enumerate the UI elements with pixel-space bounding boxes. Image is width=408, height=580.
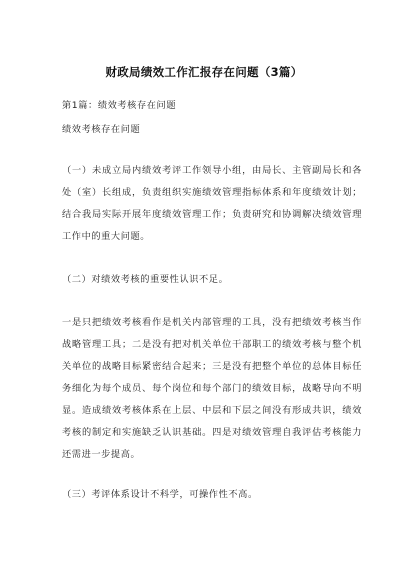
paragraph-1: （一）未成立局内绩效考评工作领导小组，由局长、主管副局长和各处（室）长组成，负责组织实施绩效管理指标体系和年度绩效计划；结合我局实际开展年度绩效管理工作；负责研究和协调解决绩效管理工作中的重大问题。: [62, 165, 362, 242]
paragraph-3: 一是只把绩效考核看作是机关内部管理的工具，没有把绩效考核当作战略管理工具；二是没有把对机关单位干部职工的绩效考核与整个机关单位的战略目标紧密结合起来；三是没有把整个单位的总体目标任务细化为每个成员、每个岗位和每个部门的绩效目标，战略导向不明显。造成绩效考核体系在上层、中层和下层之间没有形成共识，绩效考核的制定和实施缺乏认识基础。四是对绩效管理自我评估考核能力还需进一步提高。: [62, 317, 362, 460]
paragraph-2: （二）对绩效考核的重要性认识不足。: [62, 274, 229, 285]
document-subtitle: 绩效考核存在问题: [62, 124, 141, 135]
paragraph-4: （三）考评体系设计不科学，可操作性不高。: [62, 489, 258, 500]
part-heading-text: 绩效考核存在问题: [97, 100, 177, 111]
document-title: 财政局绩效工作汇报存在问题（3篇）: [105, 65, 303, 79]
part-heading-prefix: 第1篇：: [62, 100, 98, 111]
part-heading: [62, 100, 176, 112]
